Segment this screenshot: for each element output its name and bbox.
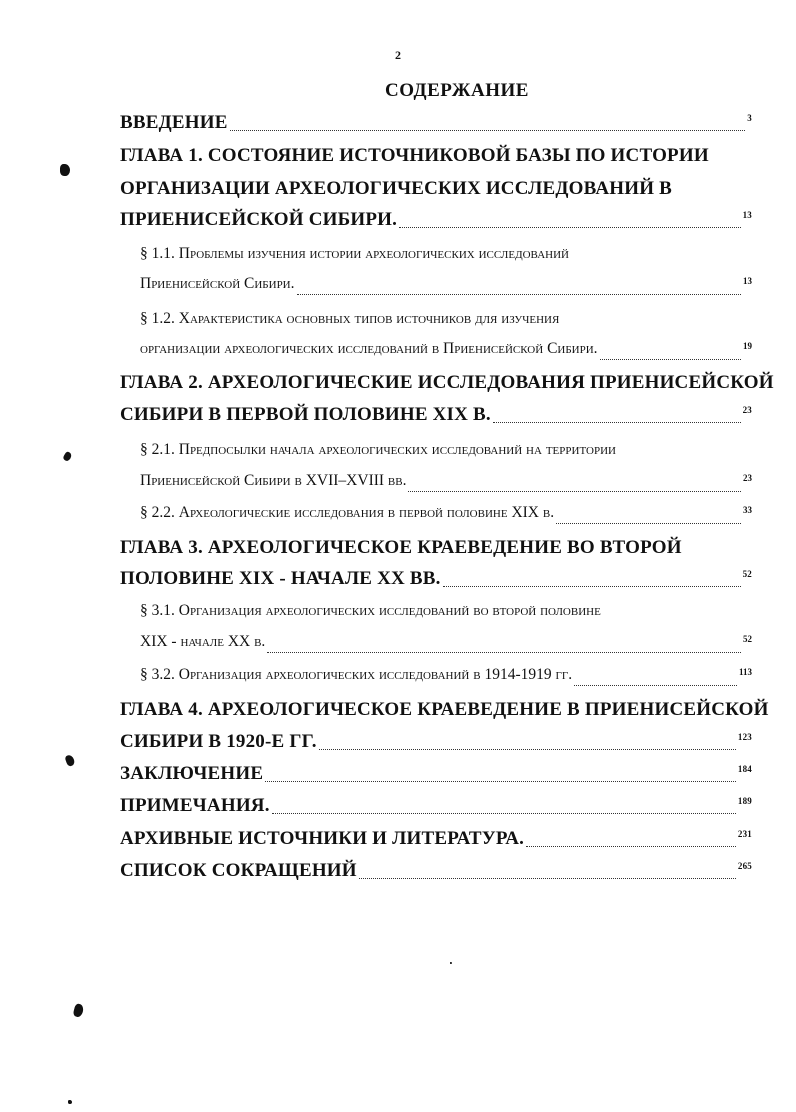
toc-entry-sources[interactable] bbox=[120, 828, 752, 854]
toc-entry-text: XIX - начале XX в. bbox=[140, 633, 266, 650]
toc-entry-page: 3 bbox=[747, 113, 752, 123]
toc-entry-chapter-3-end[interactable] bbox=[120, 568, 752, 594]
toc-entry-section-2-1[interactable] bbox=[140, 441, 752, 467]
toc-entry-text: ПРИМЕЧАНИЯ. bbox=[120, 795, 270, 816]
toc-entry-chapter-4-end[interactable] bbox=[120, 731, 752, 757]
toc-entry-page: 113 bbox=[738, 667, 752, 677]
toc-entry-text: ГЛАВА 4. АРХЕОЛОГИЧЕСКОЕ КРАЕВЕДЕНИЕ В ПРИЕНИСЕЙСКОЙ bbox=[120, 699, 769, 720]
toc-entry-section-1-2[interactable] bbox=[140, 310, 752, 336]
dot-leader bbox=[493, 422, 741, 423]
toc-entry-chapter-1-cont[interactable] bbox=[120, 178, 752, 204]
toc-entry-page: 23 bbox=[743, 473, 752, 483]
toc-entry-section-1-1[interactable] bbox=[140, 245, 752, 271]
toc-entry-chapter-4[interactable] bbox=[120, 699, 769, 725]
dot-leader bbox=[267, 652, 741, 653]
toc-entry-text: СИБИРИ В ПЕРВОЙ ПОЛОВИНЕ XIX В. bbox=[120, 404, 491, 425]
toc-entry-text: Приенисейской Сибири. bbox=[140, 275, 295, 292]
scan-speck bbox=[72, 1003, 84, 1018]
dot-leader bbox=[408, 491, 741, 492]
toc-entry-text: § 3.1. Организация археологических исследований во второй половине bbox=[140, 602, 601, 619]
toc-entry-section-1-2-end[interactable] bbox=[140, 340, 752, 366]
toc-entry-abbreviations[interactable] bbox=[120, 860, 752, 886]
toc-entry-chapter-2[interactable] bbox=[120, 372, 774, 398]
toc-entry-page: 23 bbox=[742, 405, 752, 415]
toc-entry-section-3-2[interactable] bbox=[140, 666, 752, 692]
toc-entry-text: § 1.2. Характеристика основных типов источников для изучения bbox=[140, 310, 560, 327]
dot-leader bbox=[600, 359, 741, 360]
scan-speck bbox=[60, 164, 70, 176]
toc-entry-notes[interactable] bbox=[120, 795, 752, 821]
toc-entry-page: 33 bbox=[743, 505, 752, 515]
toc-entry-section-2-1-end[interactable] bbox=[140, 472, 752, 498]
dot-leader bbox=[265, 781, 736, 782]
scan-speck bbox=[64, 754, 75, 767]
toc-entry-page: 184 bbox=[737, 764, 752, 774]
toc-entry-page: 265 bbox=[737, 861, 752, 871]
toc-entry-page: 123 bbox=[737, 732, 752, 742]
toc-entry-text: ОРГАНИЗАЦИИ АРХЕОЛОГИЧЕСКИХ ИССЛЕДОВАНИЙ В bbox=[120, 178, 673, 199]
dot-leader bbox=[443, 586, 741, 587]
toc-entry-section-2-2[interactable] bbox=[140, 504, 752, 530]
toc-entry-text: Приенисейской Сибири в XVII–XVIII вв. bbox=[140, 472, 407, 489]
dot-leader bbox=[319, 749, 736, 750]
toc-entry-text: СПИСОК СОКРАЩЕНИЙ bbox=[120, 860, 357, 881]
toc-entry-section-3-1-end[interactable] bbox=[140, 633, 752, 659]
toc-entry-text: ПОЛОВИНЕ XIX - НАЧАЛЕ XX ВВ. bbox=[120, 568, 441, 589]
toc-entry-chapter-2-end[interactable] bbox=[120, 404, 752, 430]
scan-speck bbox=[450, 962, 452, 964]
toc-entry-page: 13 bbox=[743, 276, 752, 286]
toc-entry-text: ПРИЕНИСЕЙСКОЙ СИБИРИ. bbox=[120, 209, 398, 230]
toc-entry-text: СИБИРИ В 1920-Е ГГ. bbox=[120, 731, 317, 752]
toc-entry-page: 189 bbox=[737, 796, 752, 806]
toc-entry-text: ВВЕДЕНИЕ bbox=[120, 112, 228, 133]
toc-entry-text: § 3.2. Организация археологических исследований в 1914-1919 гг. bbox=[140, 666, 573, 683]
toc-entry-text: ЗАКЛЮЧЕНИЕ bbox=[120, 763, 264, 784]
toc-entry-chapter-3[interactable] bbox=[120, 537, 752, 563]
dot-leader bbox=[556, 523, 741, 524]
dot-leader bbox=[297, 294, 741, 295]
dot-leader bbox=[399, 227, 741, 228]
toc-entry-chapter-1[interactable] bbox=[120, 145, 752, 171]
scan-speck bbox=[62, 451, 73, 462]
toc-entry-section-1-1-end[interactable] bbox=[140, 275, 752, 301]
toc-entry-text: ГЛАВА 3. АРХЕОЛОГИЧЕСКОЕ КРАЕВЕДЕНИЕ ВО ВТОРОЙ bbox=[120, 537, 682, 558]
toc-entry-chapter-1-end[interactable] bbox=[120, 209, 752, 235]
toc-entry-conclusion[interactable] bbox=[120, 763, 752, 789]
scan-speck bbox=[68, 1100, 72, 1104]
toc-entry-page: 52 bbox=[742, 569, 752, 579]
toc-entry-text: АРХИВНЫЕ ИСТОЧНИКИ И ЛИТЕРАТУРА. bbox=[120, 828, 525, 849]
dot-leader bbox=[526, 846, 736, 847]
toc-entry-text: ГЛАВА 1. СОСТОЯНИЕ ИСТОЧНИКОВОЙ БАЗЫ ПО ИСТОРИИ bbox=[120, 145, 709, 166]
toc-entry-page: 231 bbox=[737, 829, 752, 839]
dot-leader bbox=[359, 878, 736, 879]
toc-entry-section-3-1[interactable] bbox=[140, 602, 752, 628]
dot-leader bbox=[574, 685, 737, 686]
toc-entry-text: § 2.1. Предпосылки начала археологических исследований на территории bbox=[140, 441, 616, 458]
toc-entry-page: 19 bbox=[743, 341, 752, 351]
toc-entry-text: ГЛАВА 2. АРХЕОЛОГИЧЕСКИЕ ИССЛЕДОВАНИЯ ПРИЕНИСЕЙСКОЙ bbox=[120, 372, 774, 393]
toc-entry-page: 13 bbox=[742, 210, 752, 220]
toc-title: СОДЕРЖАНИЕ bbox=[385, 80, 529, 101]
toc-entry-page: 52 bbox=[743, 634, 752, 644]
toc-entry-text: § 1.1. Проблемы изучения истории археологических исследований bbox=[140, 245, 569, 262]
toc-entry-introduction[interactable] bbox=[120, 112, 752, 138]
toc-entry-text: организации археологических исследований в Приенисейской Сибири. bbox=[140, 340, 598, 357]
page-number: 2 bbox=[395, 48, 401, 62]
dot-leader bbox=[230, 130, 746, 131]
toc-entry-text: § 2.2. Археологические исследования в первой половине XIX в. bbox=[140, 504, 555, 521]
dot-leader bbox=[272, 813, 736, 814]
